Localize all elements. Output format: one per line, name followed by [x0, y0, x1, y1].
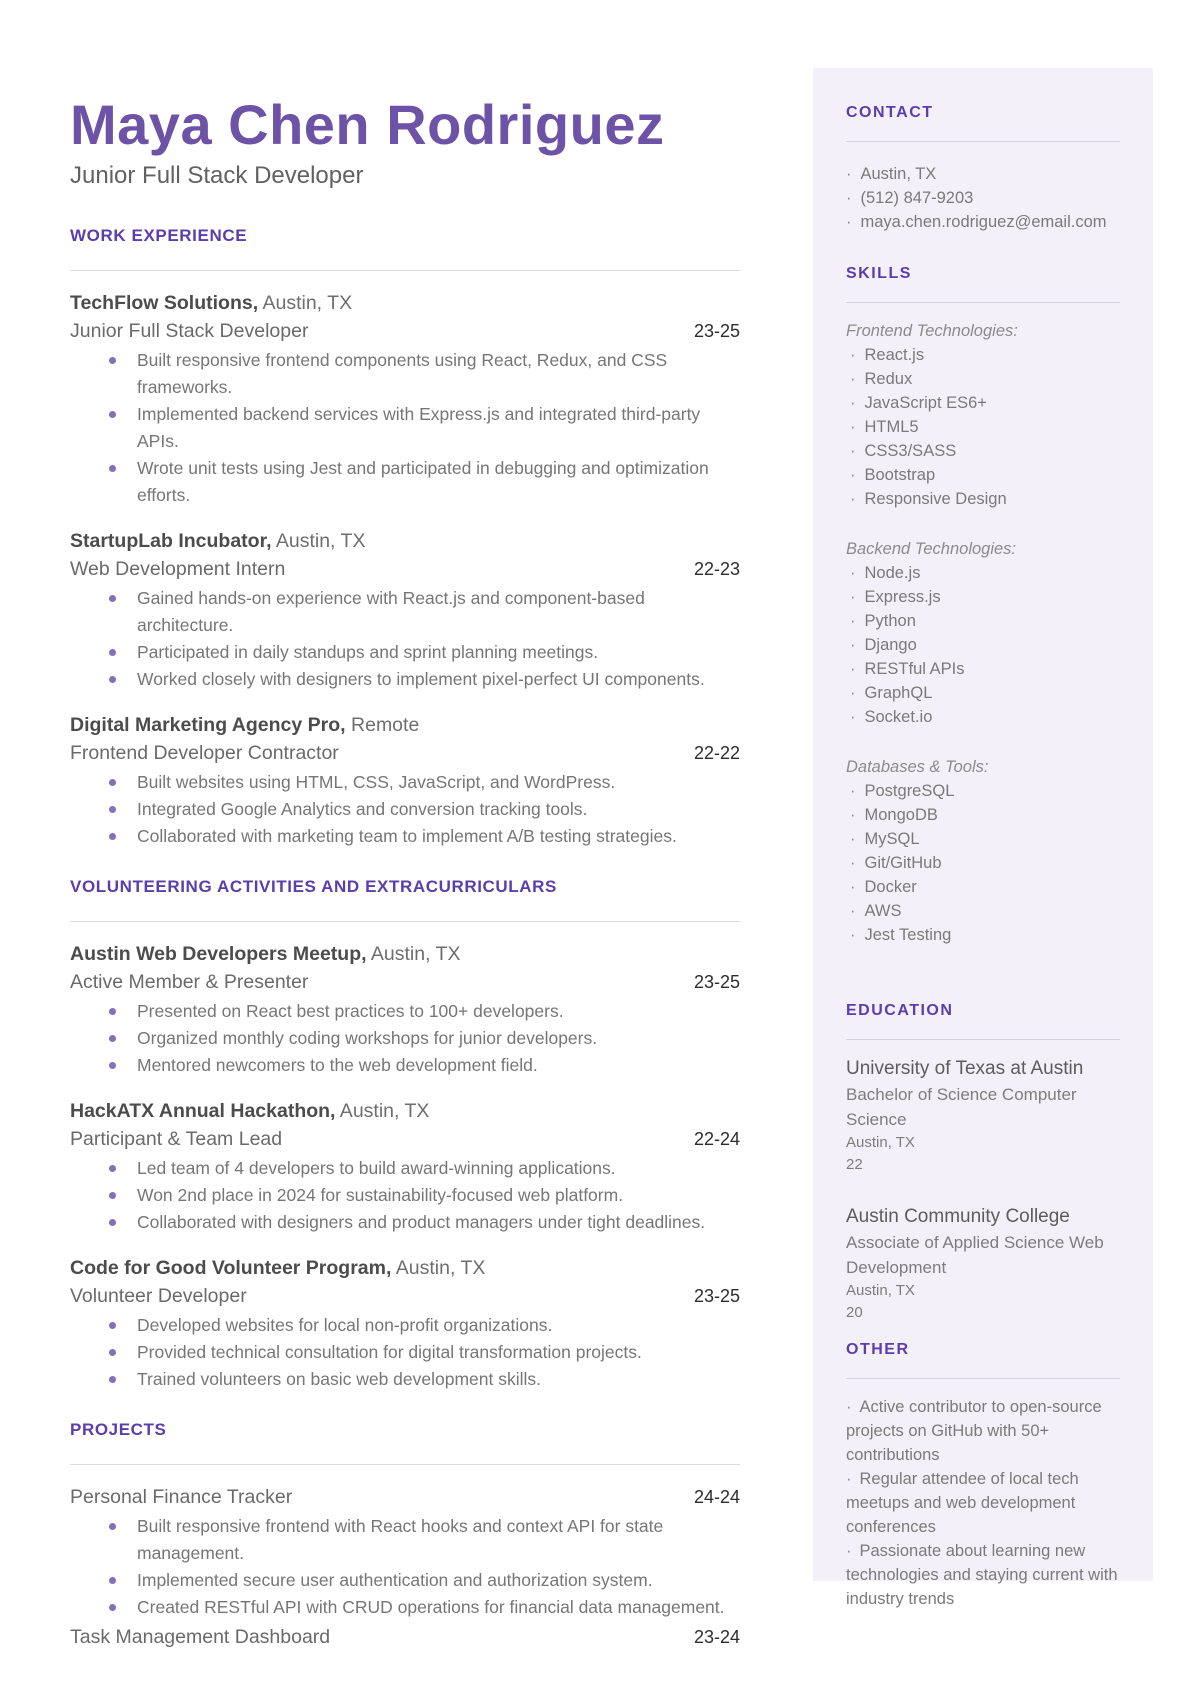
sidebar — [813, 68, 1153, 1608]
skill-group-backend — [846, 537, 1120, 729]
organization-name: Austin Web Developers Meetup, — [70, 943, 367, 965]
organization-location: Austin, TX — [366, 943, 461, 965]
skill-item: · Django — [850, 633, 1120, 657]
bullet-item: Collaborated with designers and product managers under tight deadlines. — [137, 1209, 740, 1236]
section-divider — [70, 921, 740, 922]
organization-name: HackATX Annual Hackathon, — [70, 1100, 336, 1122]
school-year: 22 — [846, 1156, 863, 1173]
other-item: · Active contributor to open-source projects on GitHub with 50+ contributions — [846, 1395, 1120, 1467]
other-list — [846, 1395, 1120, 1611]
bullet-item: Integrated Google Analytics and conversion tracking tools. — [137, 796, 740, 823]
skill-list — [846, 561, 1120, 729]
education-heading: EDUCATION — [846, 1002, 954, 1019]
skill-item: · HTML5 — [850, 415, 1120, 439]
organization-line — [70, 942, 740, 966]
organization-location: Austin, TX — [335, 1100, 430, 1122]
school-location: Austin, TX — [846, 1282, 915, 1299]
section-volunteering — [70, 877, 740, 1393]
skill-item: · Docker — [850, 875, 1120, 899]
skill-group-label: Frontend Technologies: — [846, 322, 1018, 340]
volunteering-entry — [70, 942, 740, 1079]
bullet-item: Built responsive frontend with React hooks and context API for state management. — [137, 1513, 740, 1567]
bullet-list — [70, 585, 740, 693]
work-experience-heading: WORK EXPERIENCE — [70, 226, 248, 245]
role-line — [70, 319, 740, 343]
skill-item: · JavaScript ES6+ — [850, 391, 1120, 415]
skill-group-label: Backend Technologies: — [846, 540, 1017, 558]
bullet-item: Implemented secure user authentication and authorization system. — [137, 1567, 740, 1594]
other-item: · Passionate about learning new technologies and staying current with industry trends — [846, 1539, 1120, 1611]
bullet-item: Won 2nd place in 2024 for sustainability-focused web platform. — [137, 1182, 740, 1209]
skill-item: · MySQL — [850, 827, 1120, 851]
bullet-list — [70, 1155, 740, 1236]
bullet-item: Trained volunteers on basic web development skills. — [137, 1366, 740, 1393]
work-entry — [70, 713, 740, 850]
school-name: University of Texas at Austin — [846, 1058, 1084, 1079]
date-range: 23-25 — [693, 1286, 740, 1306]
organization-line — [70, 713, 740, 737]
organization-name: Code for Good Volunteer Program, — [70, 1257, 392, 1279]
organization-line — [70, 1256, 740, 1280]
bullet-item: Implemented backend services with Express.js and integrated third-party APIs. — [137, 401, 740, 455]
person-job-title: Junior Full Stack Developer — [70, 162, 364, 189]
contact-email: · maya.chen.rodriguez@email.com — [846, 210, 1120, 234]
section-divider — [70, 270, 740, 271]
organization-location: Austin, TX — [271, 530, 366, 552]
role-title: Volunteer Developer — [70, 1285, 247, 1307]
bullet-item: Gained hands-on experience with React.js and component-based architecture. — [137, 585, 740, 639]
bullet-list — [70, 998, 740, 1079]
skill-list — [846, 779, 1120, 947]
skill-item: · Git/GitHub — [850, 851, 1120, 875]
contact-phone: · (512) 847-9203 — [846, 186, 1120, 210]
organization-line — [70, 529, 740, 553]
skill-item: · Bootstrap — [850, 463, 1120, 487]
contact-heading: CONTACT — [846, 104, 934, 121]
volunteering-entry — [70, 1099, 740, 1236]
person-name: Maya Chen Rodriguez — [70, 93, 665, 156]
project-entry — [70, 1625, 740, 1649]
date-range: 22-23 — [693, 559, 740, 579]
school-degree: Bachelor of Science Computer Science — [846, 1085, 1077, 1129]
projects-heading: PROJECTS — [70, 1420, 167, 1439]
skill-item: · Express.js — [850, 585, 1120, 609]
skill-item: · React.js — [850, 343, 1120, 367]
role-title: Participant & Team Lead — [70, 1128, 283, 1150]
project-title: Task Management Dashboard — [70, 1626, 331, 1648]
bullet-list — [70, 347, 740, 509]
bullet-item: Organized monthly coding workshops for junior developers. — [137, 1025, 740, 1052]
bullet-item: Worked closely with designers to implement pixel-perfect UI components. — [137, 666, 740, 693]
skill-item: · Socket.io — [850, 705, 1120, 729]
organization-name: StartupLab Incubator, — [70, 530, 272, 552]
other-item: · Regular attendee of local tech meetups and web development conferences — [846, 1467, 1120, 1539]
skill-item: · GraphQL — [850, 681, 1120, 705]
bullet-item: Developed websites for local non-profit organizations. — [137, 1312, 740, 1339]
school-location: Austin, TX — [846, 1134, 915, 1151]
skill-item: · Responsive Design — [850, 487, 1120, 511]
role-title: Frontend Developer Contractor — [70, 742, 339, 764]
organization-location: Austin, TX — [258, 292, 353, 314]
work-entry — [70, 529, 740, 693]
date-range: 22-22 — [693, 743, 740, 763]
bullet-item: Built responsive frontend components using React, Redux, and CSS frameworks. — [137, 347, 740, 401]
education-entry — [846, 1056, 1120, 1176]
project-title-line — [70, 1485, 740, 1509]
sidebar-divider — [846, 1378, 1120, 1379]
date-range: 22-24 — [693, 1129, 740, 1149]
organization-name: TechFlow Solutions, — [70, 292, 259, 314]
bullet-item: Provided technical consultation for digital transformation projects. — [137, 1339, 740, 1366]
role-line — [70, 557, 740, 581]
bullet-list — [70, 1312, 740, 1393]
sidebar-divider — [846, 1039, 1120, 1040]
organization-line — [70, 1099, 740, 1123]
section-divider — [70, 1464, 740, 1465]
contact-location: · Austin, TX — [846, 162, 1120, 186]
volunteering-heading: VOLUNTEERING ACTIVITIES AND EXTRACURRICULARS — [70, 877, 557, 896]
date-range: 23-25 — [693, 972, 740, 992]
organization-line — [70, 291, 740, 315]
role-title: Web Development Intern — [70, 558, 286, 580]
organization-location: Austin, TX — [391, 1257, 486, 1279]
work-entry — [70, 291, 740, 509]
other-heading: OTHER — [846, 1341, 910, 1358]
skill-item: · Redux — [850, 367, 1120, 391]
bullet-item: Collaborated with marketing team to implement A/B testing strategies. — [137, 823, 740, 850]
school-degree: Associate of Applied Science Web Development — [846, 1233, 1104, 1277]
skill-item: · CSS3/SASS — [850, 439, 1120, 463]
skill-group-label: Databases & Tools: — [846, 758, 989, 776]
bullet-list — [70, 769, 740, 850]
bullet-item: Mentored newcomers to the web development field. — [137, 1052, 740, 1079]
role-line — [70, 1284, 740, 1308]
skill-item: · Jest Testing — [850, 923, 1120, 947]
role-line — [70, 1127, 740, 1151]
organization-name: Digital Marketing Agency Pro, — [70, 714, 346, 736]
project-title-line — [70, 1625, 740, 1649]
date-range: 24-24 — [693, 1487, 740, 1507]
skills-heading: SKILLS — [846, 265, 912, 282]
skill-item: · Node.js — [850, 561, 1120, 585]
bullet-item: Built websites using HTML, CSS, JavaScript, and WordPress. — [137, 769, 740, 796]
volunteering-entry — [70, 1256, 740, 1393]
sidebar-divider — [846, 141, 1120, 142]
skill-group-frontend — [846, 319, 1120, 511]
project-entry — [70, 1485, 740, 1621]
skill-item: · RESTful APIs — [850, 657, 1120, 681]
bullet-item: Wrote unit tests using Jest and participated in debugging and optimization efforts. — [137, 455, 740, 509]
bullet-item: Presented on React best practices to 100+ developers. — [137, 998, 740, 1025]
skill-item: · Python — [850, 609, 1120, 633]
skill-list — [846, 343, 1120, 511]
date-range: 23-25 — [693, 321, 740, 341]
school-year: 20 — [846, 1304, 863, 1321]
contact-list — [846, 162, 1120, 234]
skill-group-databases-tools — [846, 755, 1120, 947]
main-column — [70, 0, 740, 1649]
bullet-item: Created RESTful API with CRUD operations for financial data management. — [137, 1594, 740, 1621]
section-work-experience — [70, 226, 740, 850]
bullet-item: Participated in daily standups and sprint planning meetings. — [137, 639, 740, 666]
school-name: Austin Community College — [846, 1206, 1070, 1227]
role-title: Junior Full Stack Developer — [70, 320, 309, 342]
education-entry — [846, 1204, 1120, 1324]
bullet-item: Led team of 4 developers to build award-winning applications. — [137, 1155, 740, 1182]
skill-item: · PostgreSQL — [850, 779, 1120, 803]
skill-item: · AWS — [850, 899, 1120, 923]
organization-location: Remote — [345, 714, 420, 736]
project-title: Personal Finance Tracker — [70, 1486, 293, 1508]
date-range: 23-24 — [693, 1627, 740, 1647]
sidebar-divider — [846, 302, 1120, 303]
role-line — [70, 970, 740, 994]
bullet-list — [70, 1513, 740, 1621]
skill-item: · MongoDB — [850, 803, 1120, 827]
section-projects — [70, 1420, 740, 1649]
role-title: Active Member & Presenter — [70, 971, 309, 993]
role-line — [70, 741, 740, 765]
